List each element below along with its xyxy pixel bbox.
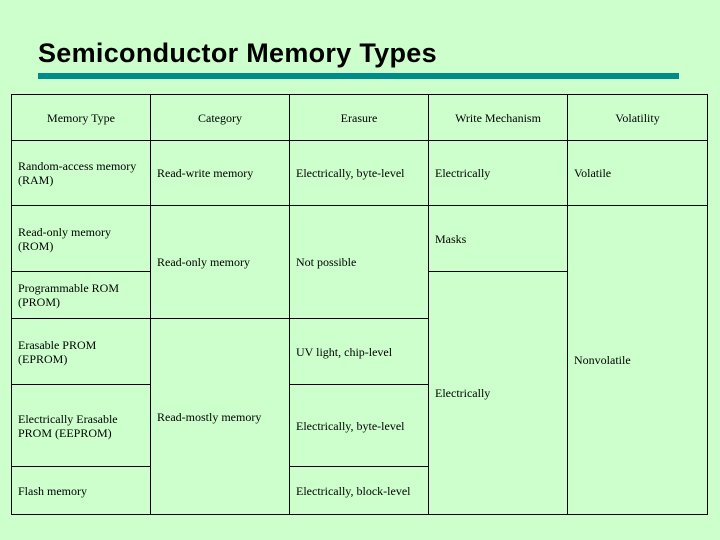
write-electrically: Electrically bbox=[429, 272, 568, 515]
type-ram: Random-access memory (RAM) bbox=[12, 141, 151, 206]
header-erasure: Erasure bbox=[290, 95, 429, 141]
type-prom: Programmable ROM (PROM) bbox=[12, 272, 151, 319]
header-write-mechanism: Write Mechanism bbox=[429, 95, 568, 141]
write-ram: Electrically bbox=[429, 141, 568, 206]
type-rom: Read-only memory (ROM) bbox=[12, 206, 151, 272]
slide-title: Semiconductor Memory Types bbox=[38, 38, 437, 68]
category-read-mostly: Read-mostly memory bbox=[151, 319, 290, 515]
memory-types-table bbox=[11, 94, 708, 515]
title-underline bbox=[38, 73, 679, 79]
category-ram: Read-write memory bbox=[151, 141, 290, 206]
volatility-ram: Volatile bbox=[568, 141, 708, 206]
header-volatility: Volatility bbox=[568, 95, 708, 141]
header-category: Category bbox=[151, 95, 290, 141]
erasure-flash: Electrically, block-level bbox=[290, 467, 429, 515]
header-row bbox=[12, 95, 708, 141]
table-row bbox=[12, 206, 708, 272]
erasure-eprom: UV light, chip-level bbox=[290, 319, 429, 385]
type-eeprom: Electrically Erasable PROM (EEPROM) bbox=[12, 385, 151, 467]
erasure-not-possible: Not possible bbox=[290, 206, 429, 319]
header-memory-type: Memory Type bbox=[12, 95, 151, 141]
table-row bbox=[12, 141, 708, 206]
type-flash: Flash memory bbox=[12, 467, 151, 515]
erasure-eeprom: Electrically, byte-level bbox=[290, 385, 429, 467]
category-read-only: Read-only memory bbox=[151, 206, 290, 319]
volatility-nonvolatile: Nonvolatile bbox=[568, 206, 708, 515]
type-eprom: Erasable PROM (EPROM) bbox=[12, 319, 151, 385]
erasure-ram: Electrically, byte-level bbox=[290, 141, 429, 206]
write-masks: Masks bbox=[429, 206, 568, 272]
